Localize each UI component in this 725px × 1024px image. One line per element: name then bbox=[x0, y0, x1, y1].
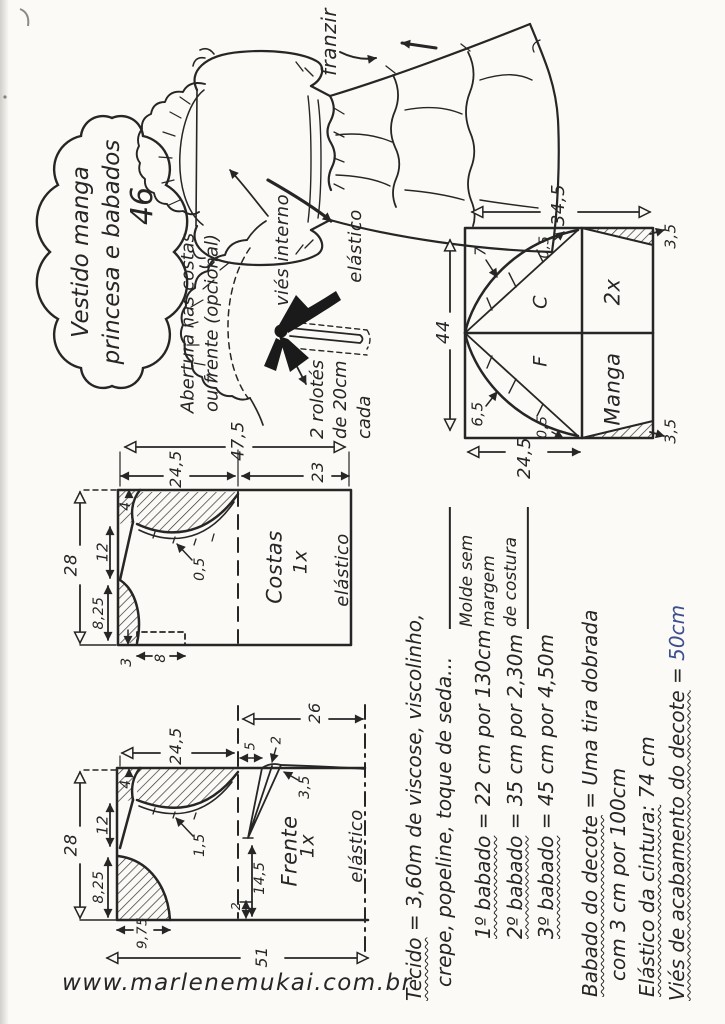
front-dim-total: 51 bbox=[252, 946, 271, 968]
sleeve-dim-ease-bottom: 0,5 bbox=[534, 415, 551, 439]
sleeve-dim-hem-top: 3,5 bbox=[661, 223, 680, 249]
back-dim-neck: 4 bbox=[118, 501, 134, 511]
front-dim-height: 28 bbox=[61, 833, 82, 857]
label-elastico-dress: elástico bbox=[345, 209, 366, 283]
front-dim-upper: 24,5 bbox=[166, 727, 185, 765]
sleeve-dim-cap-back: 7 bbox=[471, 245, 490, 257]
label-vies-interno: viés interno bbox=[272, 193, 293, 307]
website-url: www.marlenemukai.com.br bbox=[62, 970, 413, 996]
note-ruffle-1: 1º babado = 22 cm por 130cm bbox=[471, 629, 496, 939]
front-piece-label: Frente bbox=[277, 815, 302, 887]
sleeve-piece-label: Manga bbox=[600, 352, 625, 426]
collar-note-line2: ou frente (opcional) bbox=[202, 233, 223, 413]
front-quantity-label: 1x bbox=[296, 833, 319, 859]
front-elastic-label: elástico bbox=[346, 809, 367, 883]
sleeve-back-curve-label: C bbox=[529, 295, 552, 309]
sleeve-dim-cuff: 24,5 bbox=[514, 436, 535, 480]
back-dim-total: 47,5 bbox=[228, 421, 249, 461]
rolotes-note bbox=[306, 343, 376, 439]
molde-line1: Molde sem bbox=[456, 534, 477, 627]
collar-note-line1: Abertura nas costas bbox=[177, 232, 199, 414]
front-dim-armhole: 8,25 bbox=[91, 870, 107, 904]
back-dim-ease: 0,5 bbox=[192, 557, 208, 581]
note-ruffle-3: 3º babado = 45 cm por 4,50m bbox=[534, 634, 559, 939]
front-dim-ease: 1,5 bbox=[192, 833, 208, 857]
front-dim-dart-slant: 3,5 bbox=[297, 775, 313, 799]
front-dim-dart-offset: 5 bbox=[243, 741, 259, 751]
sleeve-dim-length: 34,5 bbox=[548, 183, 569, 227]
back-dim-slit-width: 8 bbox=[153, 653, 169, 663]
rolotes-line2: de 20cm bbox=[330, 360, 352, 439]
molde-line2: margem bbox=[478, 555, 499, 627]
molde-line3: de costura bbox=[501, 536, 522, 627]
scan-smudges bbox=[3, 9, 28, 99]
sleeve-quantity-label: 2x bbox=[600, 278, 625, 306]
rolotes-line1: 2 rolotés bbox=[306, 359, 328, 439]
back-dim-lower: 23 bbox=[308, 461, 327, 483]
rolotes-line3: cada bbox=[353, 395, 375, 439]
label-franzir: franzir bbox=[317, 8, 341, 76]
title-size: 46 bbox=[125, 186, 161, 225]
sleeve-dim-width: 44 bbox=[433, 320, 454, 344]
sleeve-dim-hem-bottom: 3,5 bbox=[661, 418, 680, 444]
front-dim-shoulder: 12 bbox=[93, 814, 112, 836]
title-line1: Vestido manga bbox=[67, 166, 94, 338]
back-dim-upper: 24,5 bbox=[166, 450, 185, 488]
front-dim-neck: 4 bbox=[118, 779, 134, 789]
collar-opening-note bbox=[177, 216, 226, 431]
sleeve-dim-ease-top: 0,5 bbox=[536, 235, 553, 259]
back-piece-label: Costas bbox=[262, 530, 287, 604]
front-dim-neck-width: 9,75 bbox=[134, 916, 151, 950]
front-pattern-drawing bbox=[80, 705, 368, 958]
front-dim-right: 26 bbox=[305, 702, 324, 724]
sleeve-dim-cap-front: 6,5 bbox=[468, 401, 487, 427]
note-neck-ruffle-line1: Babado do decote = Uma tira dobrada bbox=[577, 609, 602, 997]
front-dim-dart-width: 2 bbox=[269, 735, 285, 745]
back-quantity-label: 1x bbox=[289, 549, 312, 575]
back-dim-height: 28 bbox=[61, 553, 82, 577]
title-block bbox=[66, 107, 161, 397]
title-line2: princesa e babados bbox=[99, 139, 125, 365]
front-dim-hem-tick: 2 bbox=[227, 901, 243, 911]
back-dim-slit-height: 3 bbox=[119, 657, 135, 667]
materials-notes bbox=[403, 531, 689, 1001]
back-dim-armhole: 8,25 bbox=[91, 596, 107, 630]
note-ruffle-2: 2º babado = 35 cm por 2,30m bbox=[502, 634, 527, 939]
front-dim-dart-length: 14,5 bbox=[252, 861, 268, 895]
note-fabric-line1: Tecido = 3,60m de viscose, viscolinho, bbox=[401, 613, 426, 1001]
bias-length-value: 50cm bbox=[664, 604, 689, 661]
note-fabric-line2: crepe, popeline, toque de seda... bbox=[431, 656, 456, 987]
note-neck-ruffle-line2: com 3 cm por 100cm bbox=[605, 767, 630, 981]
back-dim-shoulder: 12 bbox=[93, 541, 112, 563]
note-waist-elastic: Elástico da cintura: 74 cm bbox=[634, 736, 659, 997]
back-elastic-label: elástico bbox=[332, 533, 353, 607]
note-bias: Viés de acabamento do decote = 50cm bbox=[664, 604, 689, 1001]
sleeve-front-curve-label: F bbox=[529, 355, 552, 367]
